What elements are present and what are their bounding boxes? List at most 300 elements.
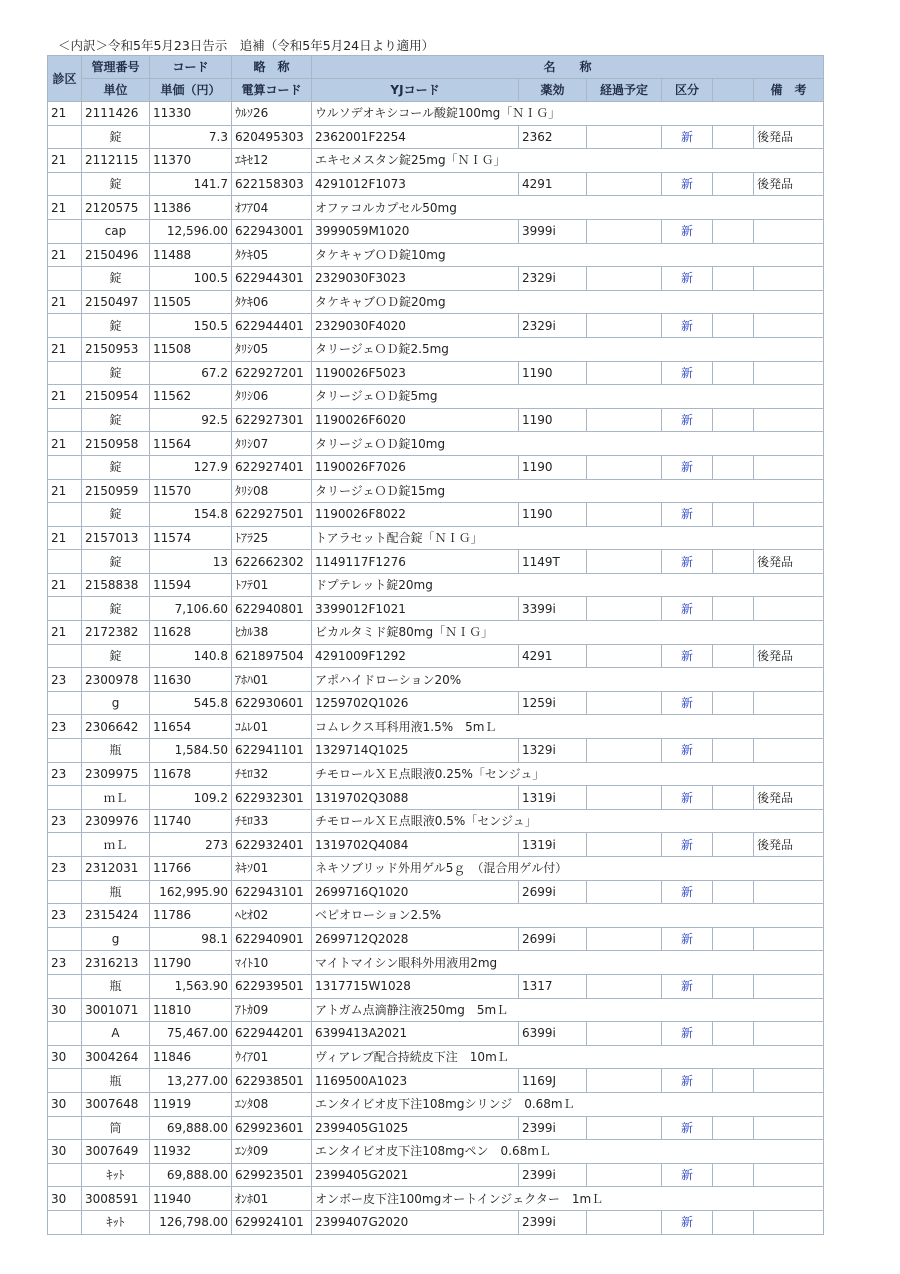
kanri-cell: 2315424 [82, 904, 150, 928]
blank-cell [713, 219, 754, 243]
densan-cell: 622943101 [232, 880, 312, 904]
header-shinku: 診区 [48, 56, 82, 102]
blank-cell [48, 644, 82, 668]
tanka-cell: 100.5 [150, 267, 232, 291]
ryaku-cell: ｱﾎﾊ01 [232, 668, 312, 692]
kubun-cell: 新 [662, 172, 713, 196]
table-row [48, 243, 824, 267]
shinku-cell: 21 [48, 573, 82, 597]
name-cell: マイトマイシン眼科外用液用2mg [312, 951, 824, 975]
blank-cell [713, 1022, 754, 1046]
shinku-cell: 30 [48, 1187, 82, 1211]
kubun-cell: 新 [662, 1210, 713, 1234]
table-row [48, 432, 824, 456]
table-row [48, 172, 824, 196]
densan-cell: 622158303 [232, 172, 312, 196]
header-keika: 経過予定 [587, 79, 662, 102]
densan-cell: 622938501 [232, 1069, 312, 1093]
tanka-cell: 69,888.00 [150, 1163, 232, 1187]
yakko-cell: 1149T [519, 550, 587, 574]
blank-cell [713, 267, 754, 291]
densan-cell: 621897504 [232, 644, 312, 668]
keika-cell [587, 691, 662, 715]
keika-cell [587, 314, 662, 338]
kubun-cell: 新 [662, 1069, 713, 1093]
header-tani: 単位 [82, 79, 150, 102]
keika-cell [587, 503, 662, 527]
yakko-cell: 1190 [519, 455, 587, 479]
yakko-cell: 1259i [519, 691, 587, 715]
blank-cell [48, 455, 82, 479]
tani-cell: 錠 [82, 267, 150, 291]
yj-cell: 1259702Q1026 [312, 691, 519, 715]
keika-cell [587, 644, 662, 668]
blank-cell [713, 125, 754, 149]
shinku-cell: 30 [48, 1140, 82, 1164]
keika-cell [587, 739, 662, 763]
yakko-cell: 1319i [519, 833, 587, 857]
kubun-cell: 新 [662, 927, 713, 951]
blank-cell [48, 503, 82, 527]
tani-cell: 錠 [82, 314, 150, 338]
blank-cell [713, 644, 754, 668]
blank-cell [48, 974, 82, 998]
densan-cell: 622927401 [232, 455, 312, 479]
biko-cell [754, 314, 824, 338]
ryaku-cell: ﾁﾓﾛ32 [232, 762, 312, 786]
tani-cell: 瓶 [82, 1069, 150, 1093]
tanka-cell: 69,888.00 [150, 1116, 232, 1140]
blank-cell [713, 833, 754, 857]
table-row [48, 1210, 824, 1234]
ryaku-cell: ﾀﾘｼ06 [232, 385, 312, 409]
yj-cell: 2399405G1025 [312, 1116, 519, 1140]
blank-cell [48, 1163, 82, 1187]
yj-cell: 2699716Q1020 [312, 880, 519, 904]
densan-cell: 622927301 [232, 408, 312, 432]
ryaku-cell: ｱﾄｶ09 [232, 998, 312, 1022]
yj-cell: 2699712Q2028 [312, 927, 519, 951]
blank-cell [48, 361, 82, 385]
tanka-cell: 154.8 [150, 503, 232, 527]
blank-cell [713, 172, 754, 196]
yj-cell: 1190026F7026 [312, 455, 519, 479]
name-cell: タケキャブＯＤ錠10mg [312, 243, 824, 267]
yj-cell: 1190026F6020 [312, 408, 519, 432]
code-cell: 11488 [150, 243, 232, 267]
blank-cell [48, 314, 82, 338]
table-row [48, 573, 824, 597]
biko-cell [754, 361, 824, 385]
biko-cell: 後発品 [754, 786, 824, 810]
yakko-cell: 1190 [519, 361, 587, 385]
yj-cell: 1319702Q3088 [312, 786, 519, 810]
name-cell: コムレクス耳科用液1.5% 5mＬ [312, 715, 824, 739]
kubun-cell: 新 [662, 361, 713, 385]
name-cell: ベピオローション2.5% [312, 904, 824, 928]
table-row [48, 290, 824, 314]
code-cell: 11386 [150, 196, 232, 220]
code-cell: 11505 [150, 290, 232, 314]
table-row [48, 998, 824, 1022]
kubun-cell: 新 [662, 408, 713, 432]
shinku-cell: 21 [48, 196, 82, 220]
blank-cell [713, 974, 754, 998]
blank-cell [48, 550, 82, 574]
keika-cell [587, 833, 662, 857]
yakko-cell: 3999i [519, 219, 587, 243]
kanri-cell: 2120575 [82, 196, 150, 220]
table-row [48, 149, 824, 173]
table-row [48, 621, 824, 645]
code-cell: 11678 [150, 762, 232, 786]
tani-cell: 錠 [82, 172, 150, 196]
yj-cell: 1190026F5023 [312, 361, 519, 385]
kubun-cell: 新 [662, 125, 713, 149]
densan-cell: 622927501 [232, 503, 312, 527]
ryaku-cell: ｵﾌｱ04 [232, 196, 312, 220]
biko-cell: 後発品 [754, 125, 824, 149]
shinku-cell: 23 [48, 809, 82, 833]
biko-cell: 後発品 [754, 550, 824, 574]
name-cell: タケキャブＯＤ錠20mg [312, 290, 824, 314]
kanri-cell: 2312031 [82, 857, 150, 881]
tanka-cell: 75,467.00 [150, 1022, 232, 1046]
biko-cell [754, 455, 824, 479]
densan-cell: 622930601 [232, 691, 312, 715]
header-meisho: 名 称 [312, 56, 824, 79]
tanka-cell: 1,563.90 [150, 974, 232, 998]
kubun-cell: 新 [662, 691, 713, 715]
keika-cell [587, 219, 662, 243]
table-row [48, 479, 824, 503]
blank-cell [713, 1116, 754, 1140]
yj-cell: 2399407G2020 [312, 1210, 519, 1234]
kubun-cell: 新 [662, 974, 713, 998]
shinku-cell: 23 [48, 715, 82, 739]
biko-cell: 後発品 [754, 644, 824, 668]
table-row [48, 668, 824, 692]
tani-cell: ｷｯﾄ [82, 1210, 150, 1234]
kubun-cell: 新 [662, 314, 713, 338]
shinku-cell: 21 [48, 385, 82, 409]
blank-cell [48, 833, 82, 857]
kubun-cell: 新 [662, 739, 713, 763]
yj-cell: 4291012F1073 [312, 172, 519, 196]
table-row [48, 361, 824, 385]
biko-cell [754, 880, 824, 904]
tani-cell: 瓶 [82, 880, 150, 904]
biko-cell [754, 1116, 824, 1140]
name-cell: タリージェＯＤ錠15mg [312, 479, 824, 503]
shinku-cell: 23 [48, 668, 82, 692]
tanka-cell: 7,106.60 [150, 597, 232, 621]
blank-cell [48, 597, 82, 621]
code-cell: 11919 [150, 1092, 232, 1116]
blank-cell [48, 739, 82, 763]
table-row [48, 550, 824, 574]
keika-cell [587, 361, 662, 385]
name-cell: チモロールＸＥ点眼液0.5%「センジュ」 [312, 809, 824, 833]
blank-cell [48, 125, 82, 149]
header-kanri: 管理番号 [82, 56, 150, 79]
table-row [48, 904, 824, 928]
table-row [48, 526, 824, 550]
name-cell: オファコルカプセル50mg [312, 196, 824, 220]
keika-cell [587, 408, 662, 432]
kubun-cell: 新 [662, 597, 713, 621]
tani-cell: ｍＬ [82, 786, 150, 810]
table-row [48, 503, 824, 527]
biko-cell [754, 691, 824, 715]
blank-cell [48, 172, 82, 196]
code-cell: 11786 [150, 904, 232, 928]
blank-cell [713, 927, 754, 951]
table-row [48, 880, 824, 904]
densan-cell: 622944401 [232, 314, 312, 338]
keika-cell [587, 880, 662, 904]
keika-cell [587, 125, 662, 149]
tanka-cell: 7.3 [150, 125, 232, 149]
blank-cell [48, 1210, 82, 1234]
code-cell: 11370 [150, 149, 232, 173]
code-cell: 11594 [150, 573, 232, 597]
code-cell: 11574 [150, 526, 232, 550]
shinku-cell: 21 [48, 479, 82, 503]
densan-cell: 622932301 [232, 786, 312, 810]
name-cell: ウルソデオキシコール酸錠100mg「ＮＩＧ」 [312, 102, 824, 126]
header-tanka: 単価（円） [150, 79, 232, 102]
densan-cell: 622944301 [232, 267, 312, 291]
kanri-cell: 3001071 [82, 998, 150, 1022]
table-row [48, 1163, 824, 1187]
table-row [48, 267, 824, 291]
densan-cell: 622932401 [232, 833, 312, 857]
header-kubun: 区分 [662, 79, 713, 102]
tani-cell: 錠 [82, 644, 150, 668]
tani-cell: 錠 [82, 125, 150, 149]
densan-cell: 629923501 [232, 1163, 312, 1187]
code-cell: 11570 [150, 479, 232, 503]
yj-cell: 1317715W1028 [312, 974, 519, 998]
shinku-cell: 23 [48, 951, 82, 975]
kanri-cell: 2300978 [82, 668, 150, 692]
kubun-cell: 新 [662, 833, 713, 857]
table-row [48, 809, 824, 833]
kubun-cell: 新 [662, 786, 713, 810]
shinku-cell: 23 [48, 857, 82, 881]
tani-cell: g [82, 691, 150, 715]
yakko-cell: 2399i [519, 1116, 587, 1140]
yakko-cell: 1319i [519, 786, 587, 810]
ryaku-cell: ｺﾑﾚ01 [232, 715, 312, 739]
densan-cell: 620495303 [232, 125, 312, 149]
tani-cell: 瓶 [82, 739, 150, 763]
code-cell: 11562 [150, 385, 232, 409]
blank-cell [713, 880, 754, 904]
tani-cell: 錠 [82, 597, 150, 621]
table-row [48, 102, 824, 126]
yakko-cell: 1169J [519, 1069, 587, 1093]
biko-cell [754, 219, 824, 243]
kubun-cell: 新 [662, 455, 713, 479]
table-row [48, 833, 824, 857]
kubun-cell: 新 [662, 1116, 713, 1140]
table-row [48, 1069, 824, 1093]
name-cell: エンタイビオ皮下注108mgペン 0.68mＬ [312, 1140, 824, 1164]
table-row [48, 196, 824, 220]
keika-cell [587, 597, 662, 621]
shinku-cell: 21 [48, 149, 82, 173]
tanka-cell: 1,584.50 [150, 739, 232, 763]
tanka-cell: 13 [150, 550, 232, 574]
yj-cell: 4291009F1292 [312, 644, 519, 668]
blank-cell [713, 455, 754, 479]
ryaku-cell: ﾀﾘｼ05 [232, 337, 312, 361]
ryaku-cell: ﾀｹｷ06 [232, 290, 312, 314]
name-cell: ネキソブリッド外用ゲル5ｇ （混合用ゲル付） [312, 857, 824, 881]
blank-cell [48, 267, 82, 291]
shinku-cell: 21 [48, 337, 82, 361]
kanri-cell: 2150497 [82, 290, 150, 314]
kubun-cell: 新 [662, 267, 713, 291]
kubun-cell: 新 [662, 219, 713, 243]
kanri-cell: 2158838 [82, 573, 150, 597]
kanri-cell: 2150953 [82, 337, 150, 361]
densan-cell: 622944201 [232, 1022, 312, 1046]
code-cell: 11932 [150, 1140, 232, 1164]
tani-cell: 錠 [82, 455, 150, 479]
kanri-cell: 2172382 [82, 621, 150, 645]
blank-cell [48, 1022, 82, 1046]
ryaku-cell: ｳｲｱ01 [232, 1045, 312, 1069]
name-cell: アポハイドローション20% [312, 668, 824, 692]
yakko-cell: 1190 [519, 503, 587, 527]
table-row [48, 974, 824, 998]
name-cell: エキセメスタン錠25mg「ＮＩＧ」 [312, 149, 824, 173]
densan-cell: 622940901 [232, 927, 312, 951]
tani-cell: 錠 [82, 503, 150, 527]
blank-cell [48, 927, 82, 951]
densan-cell: 622927201 [232, 361, 312, 385]
yj-cell: 3399012F1021 [312, 597, 519, 621]
kanri-cell: 2309975 [82, 762, 150, 786]
biko-cell [754, 974, 824, 998]
blank-cell [713, 739, 754, 763]
kanri-cell: 3007649 [82, 1140, 150, 1164]
ryaku-cell: ﾄﾌﾃ01 [232, 573, 312, 597]
tani-cell: 錠 [82, 408, 150, 432]
shinku-cell: 30 [48, 1092, 82, 1116]
ryaku-cell: ﾀｹｷ05 [232, 243, 312, 267]
table-row [48, 951, 824, 975]
densan-cell: 622662302 [232, 550, 312, 574]
kanri-cell: 2150496 [82, 243, 150, 267]
yakko-cell: 2699i [519, 927, 587, 951]
blank-cell [48, 1069, 82, 1093]
code-cell: 11766 [150, 857, 232, 881]
table-row [48, 1116, 824, 1140]
tanka-cell: 109.2 [150, 786, 232, 810]
table-row [48, 786, 824, 810]
tani-cell: A [82, 1022, 150, 1046]
blank-cell [713, 503, 754, 527]
yj-cell: 2362001F2254 [312, 125, 519, 149]
header-yakko: 薬効 [519, 79, 587, 102]
densan-cell: 629924101 [232, 1210, 312, 1234]
drug-price-table [47, 55, 824, 1235]
blank-cell [713, 597, 754, 621]
biko-cell [754, 503, 824, 527]
tani-cell: ｷｯﾄ [82, 1163, 150, 1187]
yj-cell: 2329030F3023 [312, 267, 519, 291]
header-densan: 電算コード [232, 79, 312, 102]
ryaku-cell: ｴｷｾ12 [232, 149, 312, 173]
shinku-cell: 21 [48, 290, 82, 314]
densan-cell: 622943001 [232, 219, 312, 243]
table-row [48, 219, 824, 243]
blank-cell [48, 786, 82, 810]
keika-cell [587, 1022, 662, 1046]
header-code: コード [150, 56, 232, 79]
table-row [48, 739, 824, 763]
tanka-cell: 98.1 [150, 927, 232, 951]
blank-cell [713, 1069, 754, 1093]
name-cell: ドプテレット錠20mg [312, 573, 824, 597]
blank-cell [713, 1210, 754, 1234]
tanka-cell: 12,596.00 [150, 219, 232, 243]
table-row [48, 385, 824, 409]
tani-cell: 錠 [82, 361, 150, 385]
shinku-cell: 30 [48, 1045, 82, 1069]
yakko-cell: 2699i [519, 880, 587, 904]
biko-cell [754, 1069, 824, 1093]
name-cell: タリージェＯＤ錠5mg [312, 385, 824, 409]
shinku-cell: 21 [48, 526, 82, 550]
shinku-cell: 21 [48, 432, 82, 456]
ryaku-cell: ﾀﾘｼ08 [232, 479, 312, 503]
shinku-cell: 21 [48, 621, 82, 645]
kanri-cell: 3004264 [82, 1045, 150, 1069]
yakko-cell: 2329i [519, 314, 587, 338]
densan-cell: 622940801 [232, 597, 312, 621]
page-caption: ＜内訳＞令和5年5月23日告示 追補（令和5年5月24日より適用） [58, 38, 435, 53]
tanka-cell: 150.5 [150, 314, 232, 338]
name-cell: チモロールＸＥ点眼液0.25%「センジュ」 [312, 762, 824, 786]
densan-cell: 622941101 [232, 739, 312, 763]
tani-cell: 錠 [82, 550, 150, 574]
kanri-cell: 3007648 [82, 1092, 150, 1116]
table-row [48, 762, 824, 786]
yj-cell: 1319702Q4084 [312, 833, 519, 857]
name-cell: トアラセット配合錠「ＮＩＧ」 [312, 526, 824, 550]
yakko-cell: 1329i [519, 739, 587, 763]
shinku-cell: 21 [48, 243, 82, 267]
keika-cell [587, 1116, 662, 1140]
table-row [48, 1022, 824, 1046]
header-biko: 備 考 [754, 79, 824, 102]
header-blank [713, 79, 754, 102]
kubun-cell: 新 [662, 1022, 713, 1046]
table-row [48, 408, 824, 432]
blank-cell [48, 880, 82, 904]
tanka-cell: 273 [150, 833, 232, 857]
tanka-cell: 67.2 [150, 361, 232, 385]
tani-cell: 筒 [82, 1116, 150, 1140]
table-row [48, 1187, 824, 1211]
table-row [48, 125, 824, 149]
biko-cell: 後発品 [754, 172, 824, 196]
